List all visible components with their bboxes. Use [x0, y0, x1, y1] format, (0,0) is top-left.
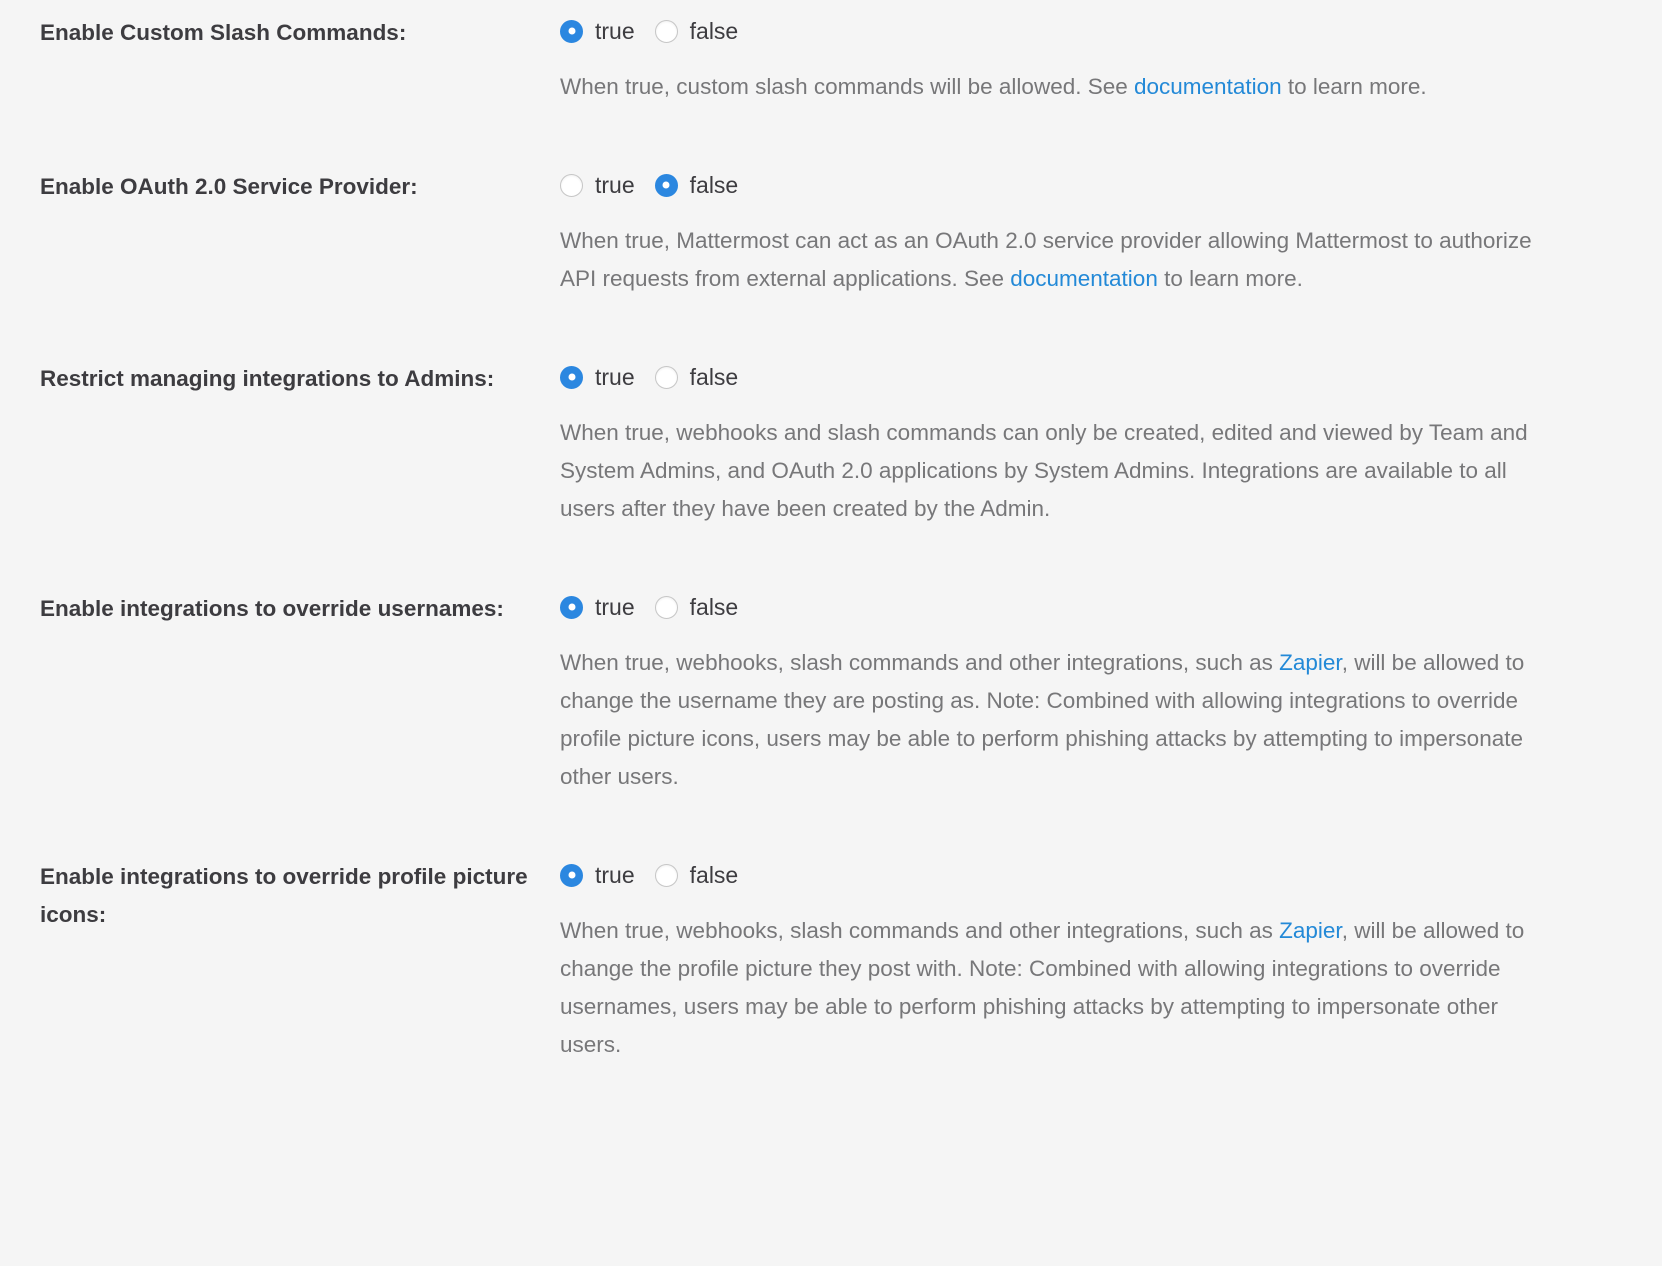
setting-label: Restrict managing integrations to Admins: — [40, 366, 495, 391]
help-text — [560, 68, 1550, 106]
setting-label: Enable integrations to override usernames: — [40, 596, 504, 621]
radio-true-input[interactable] — [560, 366, 583, 389]
documentation-link[interactable]: documentation — [1010, 266, 1158, 291]
help-text-segment: When true, custom slash commands will be allowed. See — [560, 74, 1135, 99]
zapier-link[interactable]: Zapier — [1279, 650, 1342, 675]
setting-controls — [560, 168, 1550, 298]
setting-label: Enable Custom Slash Commands: — [40, 20, 407, 45]
radio-option-false[interactable] — [655, 18, 739, 45]
radio-false-label: false — [689, 171, 739, 198]
help-text — [560, 414, 1550, 528]
radio-false-input[interactable] — [655, 366, 678, 389]
radio-option-true[interactable] — [560, 862, 635, 889]
radio-option-false[interactable] — [655, 594, 739, 621]
radio-false-label: false — [689, 593, 739, 620]
radio-false-input[interactable] — [655, 864, 678, 887]
radio-true-label: true — [595, 363, 635, 390]
radio-option-false[interactable] — [655, 172, 739, 199]
radio-true-label: true — [595, 171, 635, 198]
radio-false-label: false — [689, 363, 739, 390]
radio-group — [560, 168, 1550, 202]
radio-false-input[interactable] — [655, 596, 678, 619]
radio-option-true[interactable] — [560, 18, 635, 45]
radio-true-input[interactable] — [560, 864, 583, 887]
radio-false-label: false — [689, 861, 739, 888]
radio-false-label: false — [689, 17, 739, 44]
radio-false-input[interactable] — [655, 20, 678, 43]
radio-true-label: true — [595, 17, 635, 44]
setting-controls — [560, 360, 1550, 528]
radio-true-input[interactable] — [560, 174, 583, 197]
setting-label: Enable integrations to override profile picture icons: — [40, 864, 528, 927]
radio-true-label: true — [595, 593, 635, 620]
radio-group — [560, 858, 1550, 892]
radio-true-label: true — [595, 861, 635, 888]
zapier-link[interactable]: Zapier — [1279, 918, 1342, 943]
radio-false-input[interactable] — [655, 174, 678, 197]
radio-true-input[interactable] — [560, 20, 583, 43]
help-text-segment: When true, webhooks, slash commands and other integrations, such as — [560, 918, 1280, 943]
setting-row-oauth-service-provider — [40, 168, 1622, 298]
radio-true-input[interactable] — [560, 596, 583, 619]
radio-group — [560, 14, 1550, 48]
radio-option-true[interactable] — [560, 364, 635, 391]
setting-label: Enable OAuth 2.0 Service Provider: — [40, 174, 418, 199]
setting-controls — [560, 14, 1550, 106]
setting-controls — [560, 590, 1550, 796]
radio-option-true[interactable] — [560, 172, 635, 199]
radio-option-true[interactable] — [560, 594, 635, 621]
help-text-segment: , will be allowed to change the profile picture they post with. Note: Combined with allowing integrations to override usernames, users may be able to perform phishing attacks by attempting to impersonate other users. — [560, 918, 1525, 1057]
radio-group — [560, 360, 1550, 394]
help-text — [560, 222, 1550, 298]
radio-option-false[interactable] — [655, 364, 739, 391]
help-text-segment: to learn more. — [1157, 266, 1303, 291]
radio-group — [560, 590, 1550, 624]
help-text-segment: When true, Mattermost can act as an OAuth 2.0 service provider allowing Mattermost to authorize API requests from external applications. See — [560, 228, 1532, 291]
help-text-segment: When true, webhooks and slash commands can only be created, edited and viewed by Team and System Admins, and OAuth 2.0 applications by System Admins. Integrations are available to all users after they have been created by the Admin. — [560, 420, 1528, 521]
radio-option-false[interactable] — [655, 862, 739, 889]
setting-row-override-profile-pictures — [40, 858, 1622, 1064]
documentation-link[interactable]: documentation — [1134, 74, 1282, 99]
help-text — [560, 644, 1550, 796]
help-text-segment: to learn more. — [1281, 74, 1427, 99]
help-text-segment: When true, webhooks, slash commands and other integrations, such as — [560, 650, 1280, 675]
setting-row-override-usernames — [40, 590, 1622, 796]
setting-controls — [560, 858, 1550, 1064]
help-text-segment: , will be allowed to change the username they are posting as. Note: Combined with allowing integrations to override profile picture icons, users may be able to perform phishing attacks by attempting to impersonate other users. — [560, 650, 1525, 789]
setting-row-restrict-integrations-admins — [40, 360, 1622, 528]
setting-row-custom-slash-commands — [40, 14, 1622, 106]
help-text — [560, 912, 1550, 1064]
